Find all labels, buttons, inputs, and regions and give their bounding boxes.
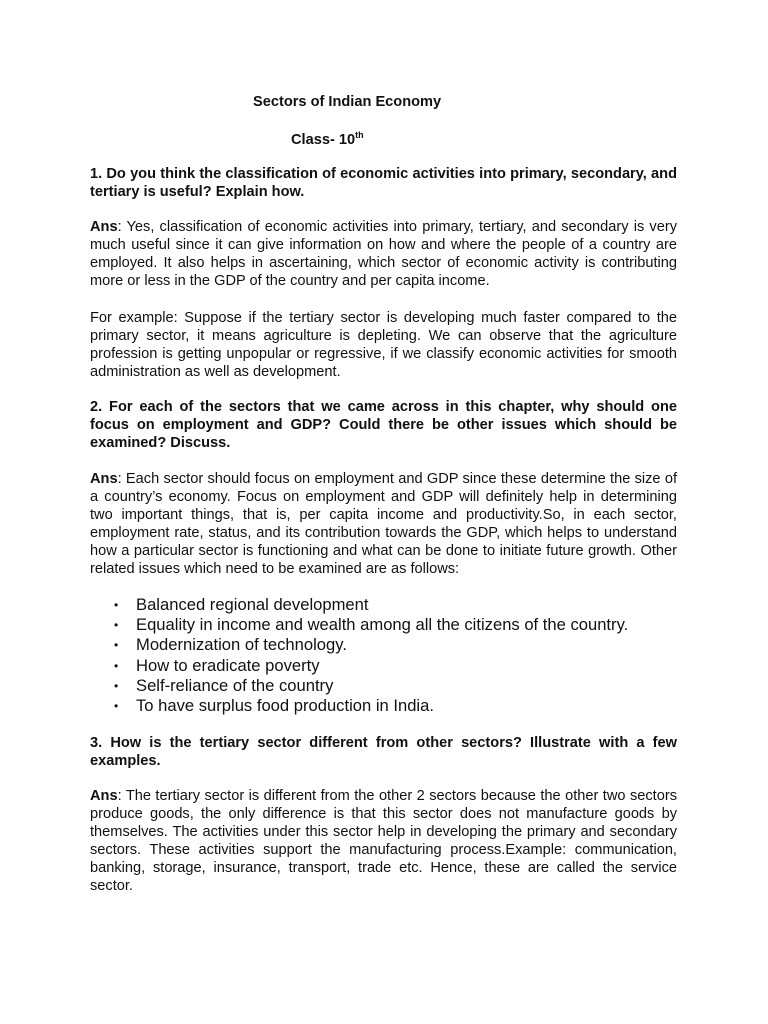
answer-text: : Yes, classification of economic activities into primary, tertiary, and secondary is very much useful since it can give information on how and where the people of a country are employed. It also helps in ascertaining, which sector of economic activity is contributing more or less in the GDP of the country and per capita income. bbox=[90, 219, 677, 289]
list-item: • Equality in income and wealth among all the citizens of the country. bbox=[90, 615, 628, 635]
answer-1-para-1 bbox=[90, 218, 677, 290]
class-superscript: th bbox=[355, 130, 364, 140]
ans-label: Ans bbox=[90, 219, 118, 235]
document-title: Sectors of Indian Economy bbox=[253, 94, 442, 110]
answer-1-para-2: For example: Suppose if the tertiary sector is developing much faster compared to the primary sector, it means agriculture is depleting. We can observe that the agriculture profession is getting unpopular or regressive, if we classify economic activities for smooth administration as well as development. bbox=[90, 310, 677, 380]
answer-3 bbox=[90, 787, 677, 895]
list-item: • Self-reliance of the country bbox=[90, 676, 628, 696]
question-2: 2. For each of the sectors that we came across in this chapter, why should one focus on employment and GDP? Could there be other issues which should be examined? Discuss. bbox=[90, 399, 677, 451]
answer-2 bbox=[90, 470, 677, 578]
ans-label: Ans bbox=[90, 471, 118, 487]
question-1: 1. Do you think the classification of economic activities into primary, secondary, and tertiary is useful? Explain how. bbox=[90, 166, 677, 200]
class-label bbox=[291, 130, 364, 148]
question-3: 3. How is the tertiary sector different from other sectors? Illustrate with a few examples. bbox=[90, 735, 677, 769]
list-item: • How to eradicate poverty bbox=[90, 656, 628, 676]
list-item: • Balanced regional development bbox=[90, 595, 628, 615]
class-text: Class- 10 bbox=[291, 131, 356, 148]
issues-list bbox=[90, 595, 628, 716]
list-item: • Modernization of technology. bbox=[90, 635, 628, 655]
ans-label: Ans bbox=[90, 788, 118, 804]
answer-text: : Each sector should focus on employment and GDP since these determine the size of a country’s economy. Focus on employment and GDP will definitely help in determining two important things, that is, per capita income and productivity.So, in each sector, employment rate, status, and its contribution towards the GDP, which helps to understand how a particular sector is functioning and what can be done to initiate future growth. Other related issues which need to be examined are as follows: bbox=[90, 471, 677, 577]
list-item: • To have surplus food production in India. bbox=[90, 696, 628, 716]
answer-text: : The tertiary sector is different from the other 2 sectors because the other two sectors produce goods, the only difference is that this sector does not manufacture goods by themselves. The activities under this sector help in developing the primary and secondary sectors. These activities support the manufacturing process.Example: communication, banking, storage, insurance, transport, trade etc. Hence, these are called the service sector. bbox=[90, 788, 677, 894]
